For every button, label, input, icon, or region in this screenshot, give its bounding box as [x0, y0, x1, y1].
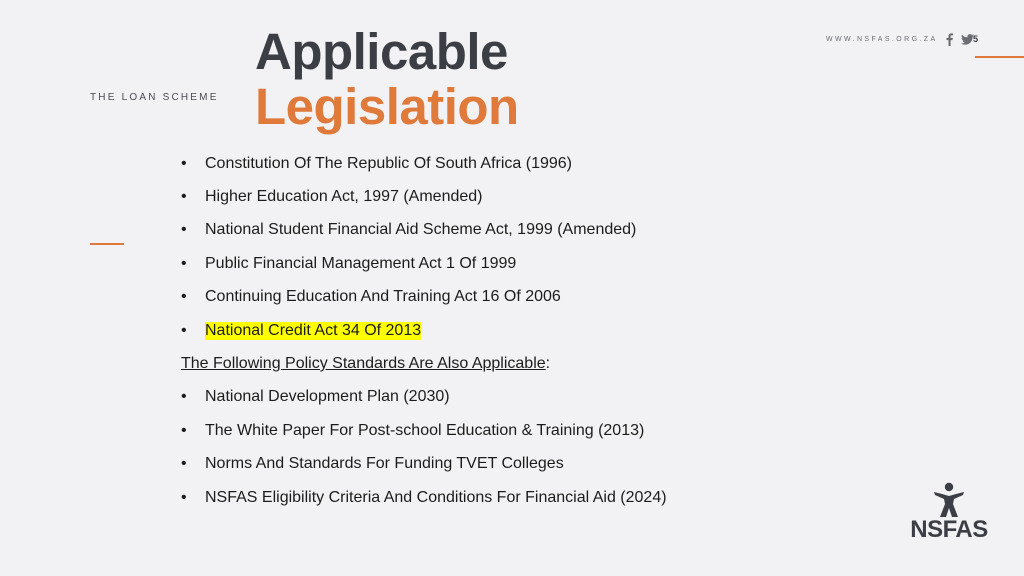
bullet: •	[181, 188, 187, 206]
top-accent-line	[975, 56, 1024, 58]
list-item-text: The White Paper For Post-school Education & Training (2013)	[205, 421, 645, 439]
logo-text: NSFAS	[910, 516, 988, 543]
policy-heading	[181, 347, 667, 380]
list-item	[181, 481, 667, 514]
nsfas-logo	[906, 482, 992, 546]
list-item-text: Public Financial Management Act 1 Of 1999	[205, 254, 517, 272]
bullet: •	[181, 221, 187, 239]
highlighted-item-text: National Credit Act 34 Of 2013	[205, 321, 422, 339]
list-item	[181, 180, 667, 213]
accent-divider	[90, 243, 124, 245]
list-item	[181, 414, 667, 447]
page-number: 5	[973, 34, 979, 44]
list-item-text: Norms And Standards For Funding TVET Colleges	[205, 455, 564, 473]
page-title-line1: Applicable	[255, 23, 508, 80]
twitter-icon[interactable]	[961, 34, 974, 45]
list-item-text: Continuing Education And Training Act 16 Of 2006	[205, 288, 561, 306]
list-item	[181, 214, 667, 247]
bullet: •	[181, 288, 187, 306]
list-item-text: National Development Plan (2030)	[205, 388, 450, 406]
bullet: •	[181, 488, 187, 506]
list-item	[181, 381, 667, 414]
list-item	[181, 147, 667, 180]
list-item-text: National Student Financial Aid Scheme Act, 1999 (Amended)	[205, 221, 637, 239]
list-item-highlighted	[181, 314, 667, 347]
list-item	[181, 281, 667, 314]
list-item-text: Higher Education Act, 1997 (Amended)	[205, 188, 483, 206]
page-title-line2: Legislation	[255, 78, 519, 135]
bullet: •	[181, 388, 187, 406]
list-item-text: Constitution Of The Republic Of South Africa (1996)	[205, 154, 573, 172]
bullet: •	[181, 455, 187, 473]
facebook-icon[interactable]	[946, 33, 953, 46]
top-bar	[826, 33, 974, 46]
website-url: WWW.NSFAS.ORG.ZA	[826, 36, 938, 43]
bullet: •	[181, 421, 187, 439]
bullet: •	[181, 321, 187, 339]
policy-heading-text: The Following Policy Standards Are Also Applicable	[181, 355, 546, 373]
list-item	[181, 448, 667, 481]
person-figure-icon	[906, 482, 992, 518]
list-item-text: NSFAS Eligibility Criteria And Conditions For Financial Aid (2024)	[205, 488, 667, 506]
bullet: •	[181, 254, 187, 272]
section-label: THE LOAN SCHEME	[90, 92, 219, 103]
policy-heading-colon: :	[545, 355, 551, 373]
legislation-content	[181, 147, 667, 514]
list-item	[181, 247, 667, 280]
bullet: •	[181, 154, 187, 172]
